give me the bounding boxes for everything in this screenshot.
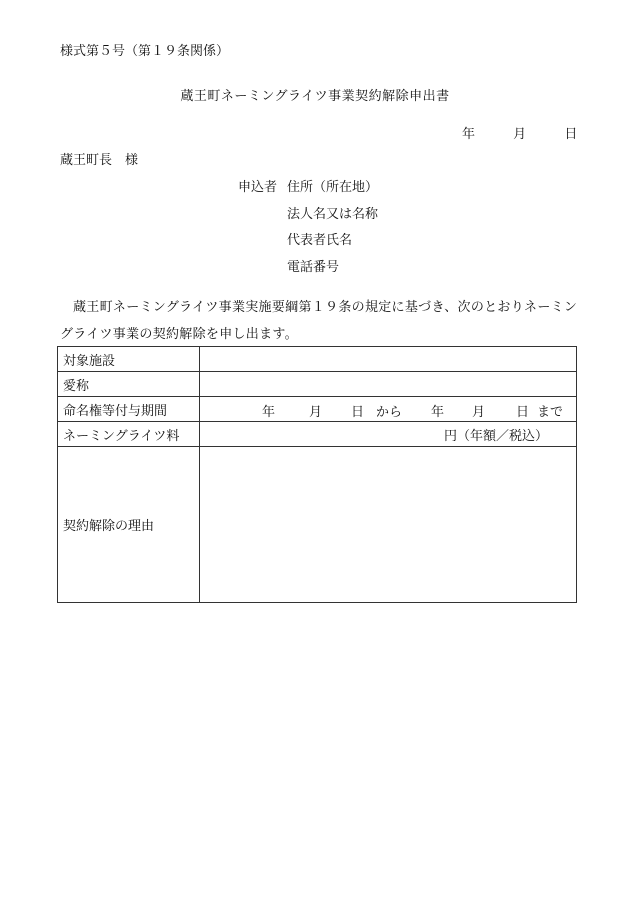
date-year: 年	[462, 127, 476, 142]
period-start-month: 月	[309, 405, 323, 420]
period-from: から	[376, 405, 403, 420]
applicant-name-label: 法人名又は名称	[287, 207, 379, 222]
facility-label: 対象施設	[58, 347, 200, 372]
date-month: 月	[513, 127, 527, 142]
table-row	[58, 422, 577, 447]
reason-label: 契約解除の理由	[58, 447, 200, 603]
applicant-representative-label: 代表者氏名	[287, 233, 353, 248]
nickname-label: 愛称	[58, 372, 200, 397]
period-end-month: 月	[472, 405, 486, 420]
reason-field[interactable]	[200, 447, 577, 603]
applicant-address-label: 住所（所在地）	[287, 180, 379, 195]
period-end-day: 日	[516, 405, 530, 420]
applicant-phone-label: 電話番号	[287, 260, 340, 275]
period-field[interactable]	[200, 397, 577, 422]
period-label: 命名権等付与期間	[58, 397, 200, 422]
table-row	[58, 347, 577, 372]
period-start-day: 日	[351, 405, 365, 420]
date-day: 日	[564, 127, 578, 142]
document-title: 蔵王町ネーミングライツ事業契約解除申出書	[180, 89, 450, 104]
table-row	[58, 447, 577, 603]
applicant-label: 申込者	[238, 180, 278, 195]
table-row	[58, 397, 577, 422]
table-row	[58, 372, 577, 397]
form-number: 様式第５号（第１９条関係）	[60, 44, 230, 59]
date-line	[462, 127, 577, 143]
nickname-field[interactable]	[200, 372, 577, 397]
fee-label: ネーミングライツ料	[58, 422, 200, 447]
facility-field[interactable]	[200, 347, 577, 372]
termination-form-table	[57, 346, 577, 603]
fee-field[interactable]: 円（年額／税込）	[200, 422, 577, 447]
period-end-year: 年	[431, 405, 445, 420]
addressee: 蔵王町長 様	[60, 153, 139, 168]
period-until: まで	[537, 405, 564, 420]
period-start-year: 年	[262, 405, 276, 420]
body-paragraph: 蔵王町ネーミングライツ事業実施要綱第１９条の規定に基づき、次のとおりネーミングライツ事業の契約解除を申し出ます。	[60, 300, 578, 342]
